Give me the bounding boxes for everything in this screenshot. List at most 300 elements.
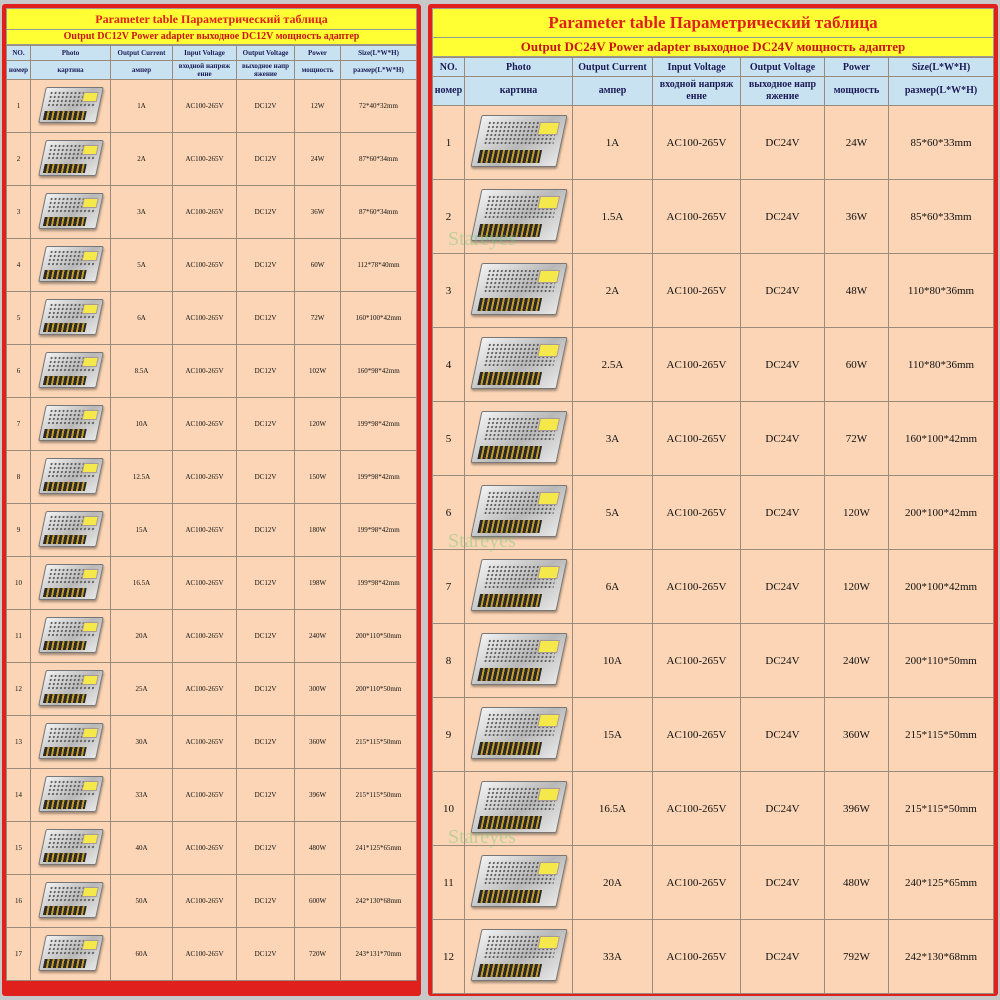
output-voltage-cell: DC12V	[237, 875, 295, 928]
row-number-cell: 12	[7, 663, 31, 716]
col-header-current-ru: ампер	[573, 77, 653, 106]
table-row	[433, 624, 994, 698]
photo-cell	[31, 292, 111, 345]
output-voltage-cell: DC24V	[741, 624, 825, 698]
output-voltage-cell: DC24V	[741, 402, 825, 476]
table-row	[433, 772, 994, 846]
power-cell: 24W	[825, 106, 889, 180]
size-cell: 243*131*70mm	[341, 928, 417, 981]
dc12v-parameter-panel	[2, 4, 421, 996]
size-cell: 199*98*42mm	[341, 504, 417, 557]
output-voltage-cell: DC12V	[237, 610, 295, 663]
input-voltage-cell: AC100-265V	[173, 557, 237, 610]
output-voltage-cell: DC24V	[741, 476, 825, 550]
dc24v-parameter-panel	[428, 4, 998, 996]
photo-cell	[31, 398, 111, 451]
watermark-text: Stareyes	[448, 228, 516, 250]
output-current-cell: 6A	[111, 292, 173, 345]
input-voltage-cell: AC100-265V	[653, 476, 741, 550]
power-supply-image	[38, 458, 104, 494]
size-cell: 160*100*42mm	[889, 402, 994, 476]
size-cell: 200*100*42mm	[889, 550, 994, 624]
input-voltage-cell: AC100-265V	[173, 610, 237, 663]
row-number-cell: 11	[433, 846, 465, 920]
col-header-no-ru: номер	[433, 77, 465, 106]
photo-cell	[465, 180, 573, 254]
power-cell: 72W	[295, 292, 341, 345]
row-number-cell: 10	[433, 772, 465, 846]
size-cell: 160*98*42mm	[341, 345, 417, 398]
col-header-size-ru: размер(L*W*H)	[341, 61, 417, 80]
input-voltage-cell: AC100-265V	[653, 624, 741, 698]
power-supply-image	[38, 299, 104, 335]
input-voltage-cell: AC100-265V	[173, 504, 237, 557]
power-cell: 36W	[825, 180, 889, 254]
col-header-current: Output Current	[111, 46, 173, 61]
power-supply-image	[38, 670, 104, 706]
power-cell: 24W	[295, 133, 341, 186]
output-current-cell: 5A	[111, 239, 173, 292]
col-header-power: Power	[825, 58, 889, 77]
power-cell: 60W	[295, 239, 341, 292]
output-voltage-cell: DC24V	[741, 106, 825, 180]
table-row	[433, 698, 994, 772]
photo-cell	[31, 928, 111, 981]
output-voltage-cell: DC12V	[237, 398, 295, 451]
input-voltage-cell: AC100-265V	[173, 928, 237, 981]
photo-cell	[465, 550, 573, 624]
photo-cell	[31, 451, 111, 504]
power-supply-image	[38, 564, 104, 600]
size-cell: 110*80*36mm	[889, 328, 994, 402]
power-cell: 120W	[825, 550, 889, 624]
input-voltage-cell: AC100-265V	[173, 80, 237, 133]
power-cell: 180W	[295, 504, 341, 557]
table-row	[433, 180, 994, 254]
col-header-input-ru: входной напряж енне	[173, 61, 237, 80]
row-number-cell: 6	[433, 476, 465, 550]
row-number-cell: 11	[7, 610, 31, 663]
col-header-power-ru: мощность	[825, 77, 889, 106]
row-number-cell: 15	[7, 822, 31, 875]
header-row-en	[433, 58, 994, 77]
table-row	[433, 106, 994, 180]
col-header-size: Size(L*W*H)	[889, 58, 994, 77]
table-row	[433, 920, 994, 994]
row-number-cell: 8	[433, 624, 465, 698]
col-header-output: Output Voltage	[741, 58, 825, 77]
photo-cell	[31, 345, 111, 398]
input-voltage-cell: AC100-265V	[653, 550, 741, 624]
photo-cell	[31, 716, 111, 769]
size-cell: 72*40*32mm	[341, 80, 417, 133]
col-header-photo: Photo	[465, 58, 573, 77]
photo-cell	[465, 846, 573, 920]
output-current-cell: 16.5A	[573, 772, 653, 846]
input-voltage-cell: AC100-265V	[173, 345, 237, 398]
photo-cell	[31, 239, 111, 292]
table-row	[7, 557, 417, 610]
power-supply-image	[470, 337, 567, 389]
size-cell: 215*115*50mm	[341, 769, 417, 822]
power-cell: 720W	[295, 928, 341, 981]
output-current-cell: 3A	[111, 186, 173, 239]
output-voltage-cell: DC24V	[741, 550, 825, 624]
row-number-cell: 13	[7, 716, 31, 769]
table-row	[7, 292, 417, 345]
input-voltage-cell: AC100-265V	[173, 239, 237, 292]
power-cell: 240W	[825, 624, 889, 698]
row-number-cell: 6	[7, 345, 31, 398]
input-voltage-cell: AC100-265V	[173, 716, 237, 769]
dc12v-parameter-table	[6, 45, 417, 981]
header-row-en	[7, 46, 417, 61]
output-voltage-cell: DC12V	[237, 557, 295, 610]
output-voltage-cell: DC12V	[237, 504, 295, 557]
table-row	[433, 402, 994, 476]
output-voltage-cell: DC12V	[237, 769, 295, 822]
output-current-cell: 40A	[111, 822, 173, 875]
power-cell: 300W	[295, 663, 341, 716]
photo-cell	[31, 557, 111, 610]
col-header-no-ru: номер	[7, 61, 31, 80]
row-number-cell: 8	[7, 451, 31, 504]
input-voltage-cell: AC100-265V	[653, 402, 741, 476]
col-header-input: Input Voltage	[653, 58, 741, 77]
row-number-cell: 2	[7, 133, 31, 186]
table-row	[7, 451, 417, 504]
power-supply-image	[470, 411, 567, 463]
power-cell: 48W	[825, 254, 889, 328]
output-voltage-cell: DC24V	[741, 328, 825, 402]
input-voltage-cell: AC100-265V	[173, 663, 237, 716]
output-voltage-cell: DC12V	[237, 822, 295, 875]
output-current-cell: 50A	[111, 875, 173, 928]
power-supply-image	[38, 776, 104, 812]
size-cell: 241*125*65mm	[341, 822, 417, 875]
output-voltage-cell: DC12V	[237, 186, 295, 239]
output-current-cell: 2.5A	[573, 328, 653, 402]
col-header-power: Power	[295, 46, 341, 61]
input-voltage-cell: AC100-265V	[653, 920, 741, 994]
table-row	[433, 846, 994, 920]
power-cell: 480W	[295, 822, 341, 875]
power-supply-image	[38, 617, 104, 653]
size-cell: 199*98*42mm	[341, 398, 417, 451]
header-row-ru	[433, 77, 994, 106]
photo-cell	[31, 610, 111, 663]
output-current-cell: 12.5A	[111, 451, 173, 504]
output-voltage-cell: DC12V	[237, 716, 295, 769]
power-supply-image	[38, 87, 104, 123]
size-cell: 242*130*68mm	[341, 875, 417, 928]
row-number-cell: 2	[433, 180, 465, 254]
size-cell: 200*100*42mm	[889, 476, 994, 550]
power-cell: 150W	[295, 451, 341, 504]
row-number-cell: 3	[433, 254, 465, 328]
output-voltage-cell: DC24V	[741, 180, 825, 254]
table-row	[7, 80, 417, 133]
table-row	[433, 328, 994, 402]
col-header-photo: Photo	[31, 46, 111, 61]
power-supply-image	[470, 559, 567, 611]
power-supply-image	[470, 485, 567, 537]
output-current-cell: 10A	[573, 624, 653, 698]
output-current-cell: 1.5A	[573, 180, 653, 254]
table-row	[7, 345, 417, 398]
col-header-output-ru: выходное напр яжение	[741, 77, 825, 106]
col-header-size-ru: размер(L*W*H)	[889, 77, 994, 106]
power-supply-image	[38, 193, 104, 229]
power-cell: 102W	[295, 345, 341, 398]
output-current-cell: 30A	[111, 716, 173, 769]
photo-cell	[31, 80, 111, 133]
input-voltage-cell: AC100-265V	[653, 772, 741, 846]
photo-cell	[31, 822, 111, 875]
output-voltage-cell: DC24V	[741, 920, 825, 994]
col-header-photo-ru: картина	[31, 61, 111, 80]
output-current-cell: 6A	[573, 550, 653, 624]
power-supply-image	[38, 935, 104, 971]
output-current-cell: 8.5A	[111, 345, 173, 398]
watermark-text: Stareyes	[448, 826, 516, 848]
table-row	[433, 254, 994, 328]
power-cell: 240W	[295, 610, 341, 663]
input-voltage-cell: AC100-265V	[653, 180, 741, 254]
photo-cell	[465, 772, 573, 846]
output-current-cell: 5A	[573, 476, 653, 550]
panel-subtitle: Output DC24V Power adapter выходное DC24V мощность адаптер	[432, 38, 994, 57]
size-cell: 200*110*50mm	[341, 663, 417, 716]
table-row	[7, 239, 417, 292]
row-number-cell: 1	[433, 106, 465, 180]
output-current-cell: 15A	[573, 698, 653, 772]
output-current-cell: 33A	[573, 920, 653, 994]
size-cell: 200*110*50mm	[889, 624, 994, 698]
row-number-cell: 7	[7, 398, 31, 451]
power-cell: 120W	[295, 398, 341, 451]
row-number-cell: 16	[7, 875, 31, 928]
power-supply-image	[470, 115, 567, 167]
input-voltage-cell: AC100-265V	[173, 186, 237, 239]
power-supply-image	[38, 511, 104, 547]
output-current-cell: 10A	[111, 398, 173, 451]
row-number-cell: 3	[7, 186, 31, 239]
col-header-input: Input Voltage	[173, 46, 237, 61]
size-cell: 160*100*42mm	[341, 292, 417, 345]
power-supply-image	[470, 855, 567, 907]
size-cell: 240*125*65mm	[889, 846, 994, 920]
size-cell: 199*98*42mm	[341, 451, 417, 504]
output-voltage-cell: DC12V	[237, 345, 295, 398]
power-supply-image	[38, 882, 104, 918]
row-number-cell: 4	[7, 239, 31, 292]
power-cell: 72W	[825, 402, 889, 476]
photo-cell	[465, 920, 573, 994]
photo-cell	[31, 769, 111, 822]
size-cell: 85*60*33mm	[889, 106, 994, 180]
power-cell: 480W	[825, 846, 889, 920]
dc24v-parameter-table	[432, 57, 994, 994]
input-voltage-cell: AC100-265V	[653, 328, 741, 402]
power-supply-image	[470, 633, 567, 685]
row-number-cell: 9	[7, 504, 31, 557]
row-number-cell: 9	[433, 698, 465, 772]
photo-cell	[31, 504, 111, 557]
power-supply-image	[38, 140, 104, 176]
row-number-cell: 12	[433, 920, 465, 994]
output-current-cell: 25A	[111, 663, 173, 716]
col-header-current: Output Current	[573, 58, 653, 77]
row-number-cell: 1	[7, 80, 31, 133]
size-cell: 85*60*33mm	[889, 180, 994, 254]
size-cell: 87*60*34mm	[341, 133, 417, 186]
power-cell: 396W	[825, 772, 889, 846]
power-supply-image	[38, 405, 104, 441]
power-supply-image	[470, 707, 567, 759]
photo-cell	[31, 186, 111, 239]
power-cell: 792W	[825, 920, 889, 994]
power-cell: 198W	[295, 557, 341, 610]
input-voltage-cell: AC100-265V	[173, 398, 237, 451]
power-cell: 600W	[295, 875, 341, 928]
power-cell: 360W	[295, 716, 341, 769]
table-row	[7, 610, 417, 663]
output-current-cell: 20A	[111, 610, 173, 663]
table-row	[7, 716, 417, 769]
photo-cell	[465, 402, 573, 476]
panel-title: Parameter table Параметрический таблица	[432, 8, 994, 38]
input-voltage-cell: AC100-265V	[173, 822, 237, 875]
power-cell: 12W	[295, 80, 341, 133]
output-current-cell: 1A	[573, 106, 653, 180]
col-header-no: NO.	[433, 58, 465, 77]
table-row	[433, 550, 994, 624]
output-current-cell: 16.5A	[111, 557, 173, 610]
header-row-ru	[7, 61, 417, 80]
output-voltage-cell: DC24V	[741, 698, 825, 772]
table-row	[7, 928, 417, 981]
size-cell: 87*60*34mm	[341, 186, 417, 239]
output-voltage-cell: DC12V	[237, 451, 295, 504]
row-number-cell: 7	[433, 550, 465, 624]
output-current-cell: 60A	[111, 928, 173, 981]
input-voltage-cell: AC100-265V	[173, 451, 237, 504]
input-voltage-cell: AC100-265V	[653, 846, 741, 920]
power-cell: 360W	[825, 698, 889, 772]
col-header-current-ru: ампер	[111, 61, 173, 80]
input-voltage-cell: AC100-265V	[653, 106, 741, 180]
output-voltage-cell: DC12V	[237, 292, 295, 345]
photo-cell	[465, 698, 573, 772]
table-row	[7, 504, 417, 557]
col-header-input-ru: входной напряж енне	[653, 77, 741, 106]
photo-cell	[465, 624, 573, 698]
output-current-cell: 2A	[573, 254, 653, 328]
table-row	[7, 875, 417, 928]
power-supply-image	[470, 781, 567, 833]
table-row	[7, 769, 417, 822]
photo-cell	[465, 476, 573, 550]
power-supply-image	[470, 263, 567, 315]
panel-subtitle: Output DC12V Power adapter выходное DC12V мощность адаптер	[6, 30, 417, 45]
power-supply-image	[38, 352, 104, 388]
power-supply-image	[38, 246, 104, 282]
size-cell: 215*115*50mm	[889, 772, 994, 846]
output-current-cell: 3A	[573, 402, 653, 476]
power-cell: 60W	[825, 328, 889, 402]
output-voltage-cell: DC12V	[237, 928, 295, 981]
output-voltage-cell: DC24V	[741, 254, 825, 328]
table-row	[7, 822, 417, 875]
size-cell: 199*98*42mm	[341, 557, 417, 610]
input-voltage-cell: AC100-265V	[173, 133, 237, 186]
output-voltage-cell: DC12V	[237, 80, 295, 133]
row-number-cell: 5	[433, 402, 465, 476]
table-row	[7, 186, 417, 239]
photo-cell	[465, 106, 573, 180]
row-number-cell: 10	[7, 557, 31, 610]
size-cell: 215*115*50mm	[341, 716, 417, 769]
photo-cell	[465, 254, 573, 328]
panel-title: Parameter table Параметрический таблица	[6, 8, 417, 30]
output-current-cell: 20A	[573, 846, 653, 920]
output-voltage-cell: DC12V	[237, 239, 295, 292]
output-voltage-cell: DC12V	[237, 663, 295, 716]
photo-cell	[465, 328, 573, 402]
table-row	[7, 663, 417, 716]
col-header-output: Output Voltage	[237, 46, 295, 61]
input-voltage-cell: AC100-265V	[653, 698, 741, 772]
row-number-cell: 5	[7, 292, 31, 345]
watermark-text: Stareyes	[448, 530, 516, 552]
photo-cell	[31, 663, 111, 716]
power-cell: 120W	[825, 476, 889, 550]
table-row	[433, 476, 994, 550]
output-current-cell: 1A	[111, 80, 173, 133]
input-voltage-cell: AC100-265V	[653, 254, 741, 328]
input-voltage-cell: AC100-265V	[173, 292, 237, 345]
size-cell: 112*78*40mm	[341, 239, 417, 292]
col-header-output-ru: выходное напр яжение	[237, 61, 295, 80]
power-supply-image	[470, 929, 567, 981]
output-voltage-cell: DC24V	[741, 846, 825, 920]
col-header-no: NO.	[7, 46, 31, 61]
col-header-size: Size(L*W*H)	[341, 46, 417, 61]
table-row	[7, 398, 417, 451]
size-cell: 200*110*50mm	[341, 610, 417, 663]
size-cell: 215*115*50mm	[889, 698, 994, 772]
power-supply-image	[38, 829, 104, 865]
table-row	[7, 133, 417, 186]
size-cell: 242*130*68mm	[889, 920, 994, 994]
power-supply-image	[470, 189, 567, 241]
power-cell: 36W	[295, 186, 341, 239]
row-number-cell: 4	[433, 328, 465, 402]
photo-cell	[31, 875, 111, 928]
col-header-power-ru: мощность	[295, 61, 341, 80]
row-number-cell: 14	[7, 769, 31, 822]
power-supply-image	[38, 723, 104, 759]
photo-cell	[31, 133, 111, 186]
output-current-cell: 33A	[111, 769, 173, 822]
input-voltage-cell: AC100-265V	[173, 769, 237, 822]
col-header-photo-ru: картина	[465, 77, 573, 106]
output-voltage-cell: DC24V	[741, 772, 825, 846]
power-cell: 396W	[295, 769, 341, 822]
output-current-cell: 2A	[111, 133, 173, 186]
output-voltage-cell: DC12V	[237, 133, 295, 186]
